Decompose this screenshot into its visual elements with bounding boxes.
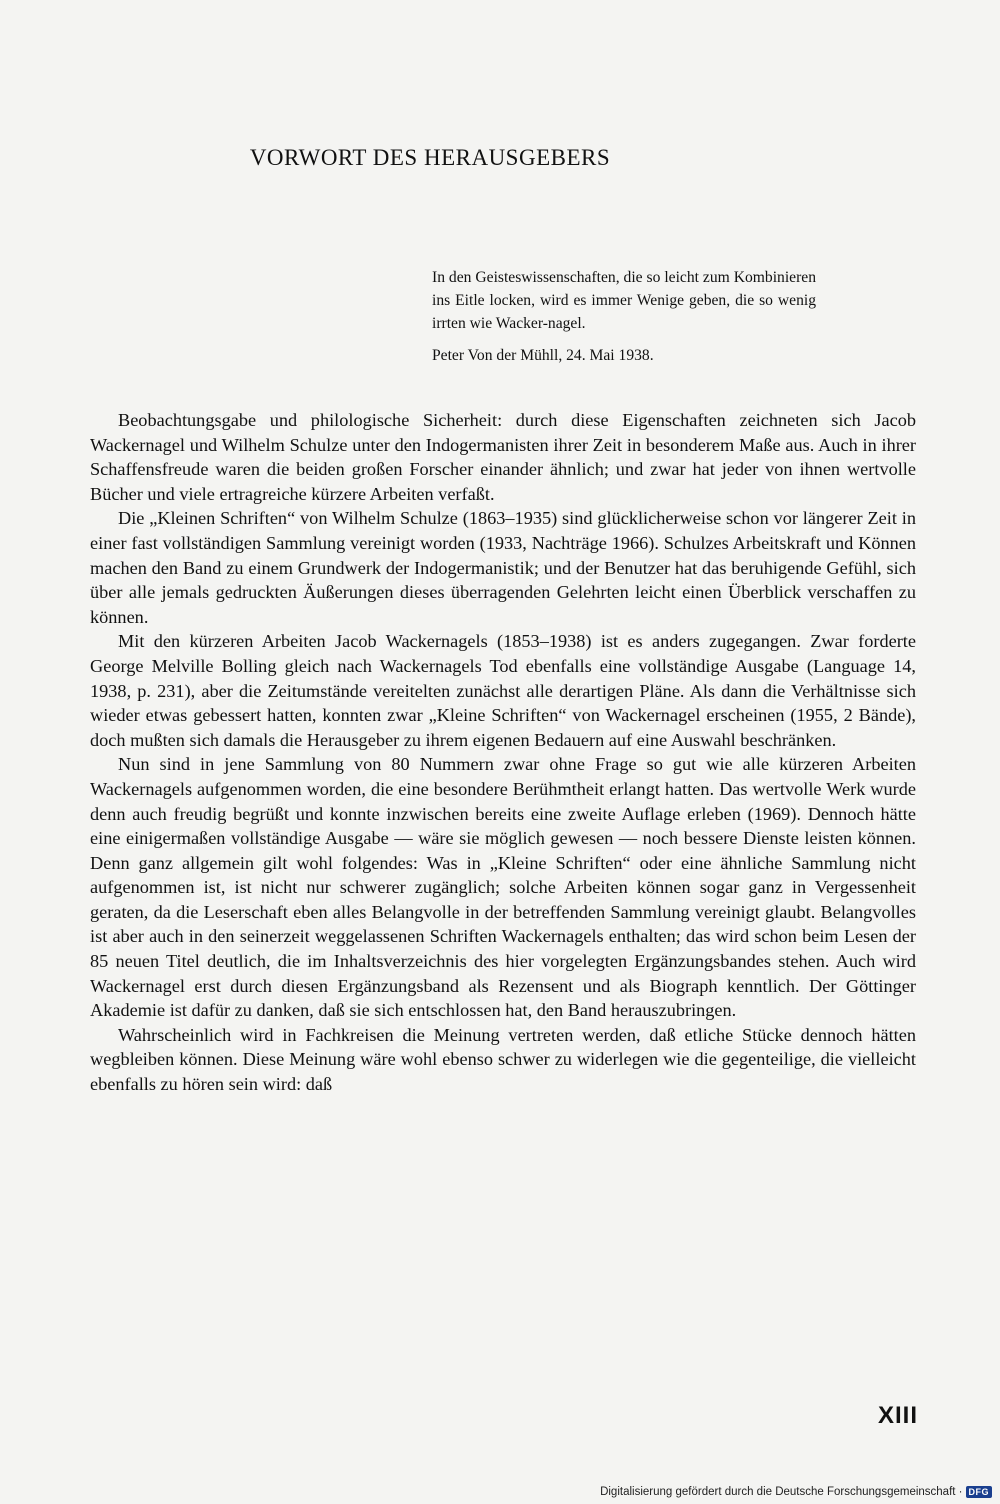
epigraph bbox=[432, 266, 816, 367]
credit-text: Digitalisierung gefördert durch die Deutsche Forschungsgemeinschaft · bbox=[600, 1486, 963, 1498]
digitization-credit bbox=[600, 1486, 992, 1498]
epigraph-source: Peter Von der Mühll, 24. Mai 1938. bbox=[432, 347, 654, 364]
page-title: VORWORT DES HERAUSGEBERS bbox=[249, 145, 611, 170]
dfg-logo: DFG bbox=[966, 1486, 993, 1498]
paragraph: Beobachtungsgabe und philologische Sicherheit: durch diese Eigenschaften zeichneten sich Jacob Wackernagel und Wilhelm Schulze unter den Indogermanisten ihrer Zeit in besonderem Maße aus. Auch in ihrer Schaffensfreude waren die beiden großen Forscher einander ähnlich; und zwar hat jeder von ihnen wertvolle Bücher und viele ertragreiche kürzere Arbeiten verfaßt. bbox=[90, 410, 916, 504]
paragraph: Mit den kürzeren Arbeiten Jacob Wackernagels (1853–1938) ist es anders zugegangen. Zwar forderte George Melville Bolling gleich nach Wackernagels Tod ebenfalls eine vollständige Ausgabe (Language 14, 1938, p. 231), aber die Zeitumstände vereitelten zunächst alle derartigen Pläne. Als dann die Verhältnisse sich wieder etwas gebessert hatten, konnten zwar „Kleine Schriften“ von Wackernagel erscheinen (1955, 2 Bände), doch mußten sich damals die Herausgeber zu ihrem eigenen Bedauern auf eine Auswahl beschränken. bbox=[90, 631, 916, 750]
paragraph: Wahrscheinlich wird in Fachkreisen die Meinung vertreten werden, daß etliche Stücke dennoch hätten wegbleiben können. Diese Meinung wäre wohl ebenso schwer zu widerlegen wie die gegenteilige, die vielleicht ebenfalls zu hören sein wird: daß bbox=[90, 1024, 916, 1095]
page-number: XIII bbox=[877, 1402, 918, 1429]
body-text bbox=[90, 408, 916, 1097]
paragraph: Nun sind in jene Sammlung von 80 Nummern zwar ohne Frage so gut wie alle kürzeren Arbeiten Wackernagels aufgenommen worden, die eine besondere Berühmtheit erlangt hatten. Das wertvolle Werk wurde denn auch freudig begrüßt und konnte inzwischen bereits eine zweite Auflage erleben (1969). Dennoch hätte eine einigermaßen vollständige Ausgabe — wäre sie möglich gewesen — noch bessere Dienste leisten können. Denn ganz allgemein gilt wohl folgendes: Was in „Kleine Schriften“ oder eine ähnliche Sammlung nicht aufgenommen ist, ist nicht nur schwerer zugänglich; solche Arbeiten können sogar ganz in Vergessenheit geraten, da die Leserschaft eben alles Belangvolle in der betreffenden Sammlung vereinigt glaubt. Belangvolles ist aber auch in den seinerzeit weggelassenen Schriften Wackernagels enthalten; das wird schon beim Lesen der 85 neuen Titel deutlich, die im Inhaltsverzeichnis des hier vorgelegten Ergänzungsbandes stehen. Auch wird Wackernagel erst durch diesen Ergänzungsband als Rezensent und als Biograph kenntlich. Der Göttinger Akademie ist dafür zu danken, daß sie sich entschlossen hat, den Band herauszubringen. bbox=[90, 754, 916, 1021]
paragraph: Die „Kleinen Schriften“ von Wilhelm Schulze (1863–1935) sind glücklicherweise schon vor längerer Zeit in einer fast vollständigen Sammlung vereinigt worden (1933, Nachträge 1966). Schulzes Arbeitskraft und Können machen den Band zu einem Grundwerk der Indogermanistik; und der Benutzer hat das beruhigende Gefühl, sich über alle jemals gedruckten Äußerungen dieses überragenden Gelehrten leicht einen Überblick verschaffen zu können. bbox=[90, 508, 916, 627]
epigraph-quote: In den Geisteswissenschaften, die so leicht zum Kombinieren ins Eitle locken, wird es immer Wenige geben, die so wenig irrten wie Wacker-nagel. bbox=[432, 269, 816, 332]
